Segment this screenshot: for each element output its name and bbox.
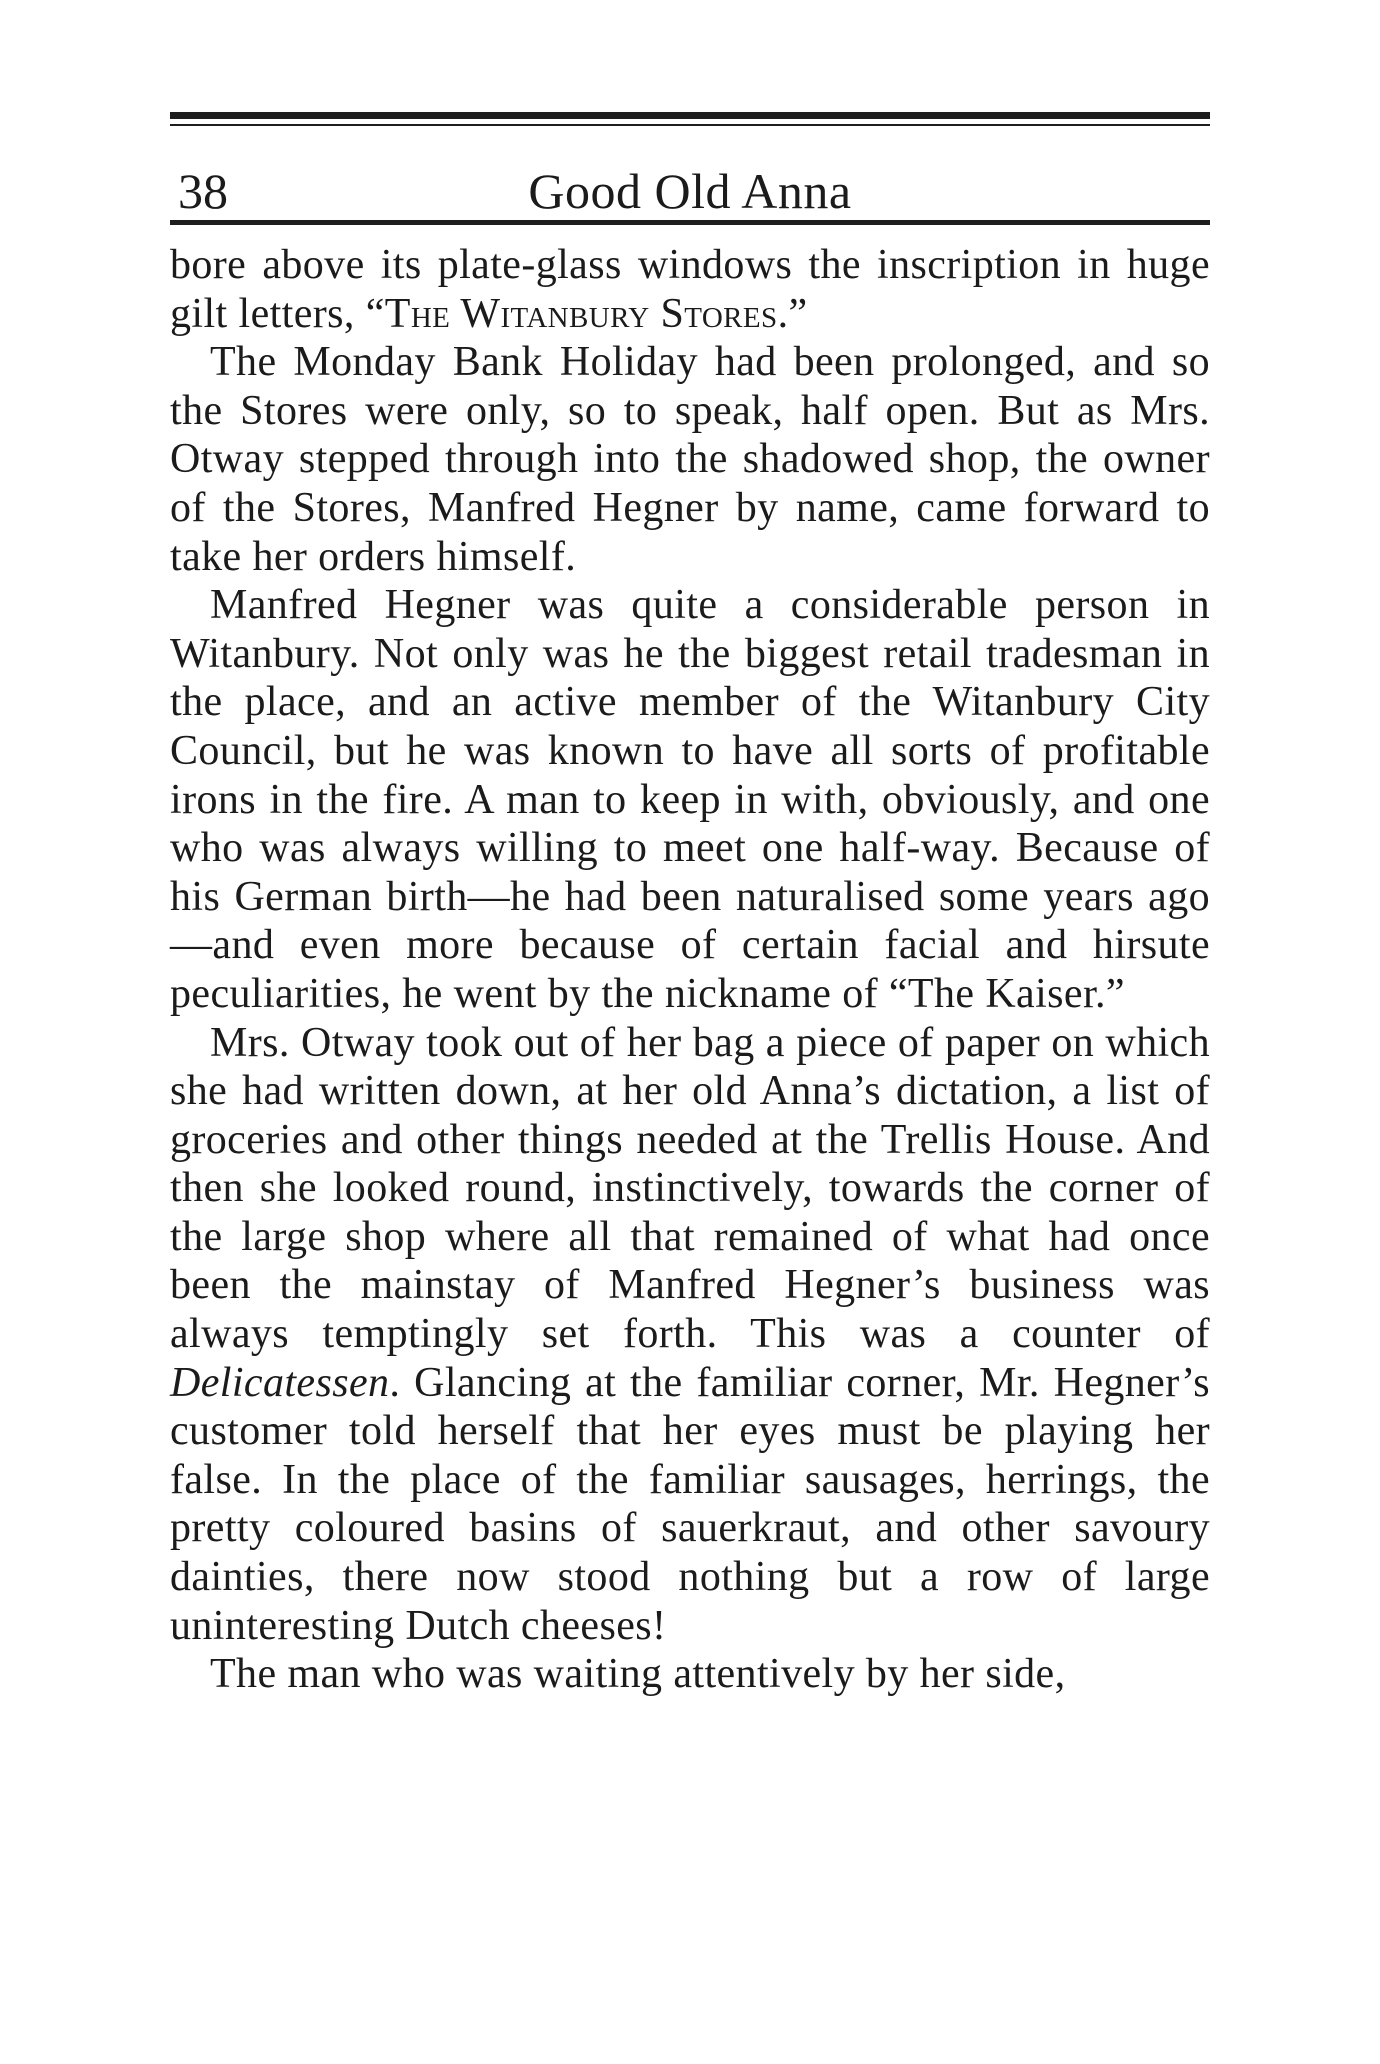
body-text	[170, 241, 1210, 1699]
paragraph-5: The man who was waiting attentively by her side,	[210, 1651, 1066, 1698]
paragraph-4-text-c: . Glancing at the familiar corner, Mr. Hegner’s customer told herself that her eyes must be playing her false. In the place of the familiar sausages, herrings, the pretty coloured basins of sauerkraut, and other savoury dainties, there now stood nothing but a row of large uninteresting Dutch cheeses!	[170, 1359, 1210, 1649]
top-rule-thick	[170, 112, 1210, 119]
paragraph-1-text-a: bore above its plate-glass windows the inscription in huge gilt letters, “	[170, 242, 1210, 337]
header-rule	[170, 220, 1210, 225]
store-name: The Witanbury Stores	[384, 290, 778, 337]
paragraph-3: Manfred Hegner was quite a considerable person in Witanbury. Not only was he the biggest retail tradesman in the place, and an active member of the Witanbury City Council, but he was known to have all sorts of profitable irons in the fire. A man to keep in with, obviously, and one who was always willing to meet one half-way. Because of his German birth—he had been naturalised some years ago—and even more because of certain facial and hirsute peculiarities, he went by the nickname of “The Kaiser.”	[170, 582, 1210, 1017]
running-head	[170, 126, 1210, 219]
paragraph-2: The Monday Bank Holiday had been prolonged, and so the Stores were only, so to speak, half open. But as Mrs. Otway stepped through into the shadowed shop, the owner of the Stores, Manfred Hegner by name, came forward to take her orders himself.	[170, 339, 1210, 580]
delicatessen-word: Delicatessen	[170, 1359, 390, 1406]
paragraph-4	[170, 1019, 1210, 1651]
paragraph-1-text-c: .”	[777, 290, 808, 337]
book-title: Good Old Anna	[528, 163, 852, 219]
book-page	[170, 112, 1210, 1699]
paragraph-1	[170, 241, 1210, 338]
page-number: 38	[178, 163, 228, 219]
paragraph-4-text-a: Mrs. Otway took out of her bag a piece of paper on which she had written down, at her old Anna’s dictation, a list of groceries and other things needed at the Trellis House. And then she looked round, instinctively, towards the corner of the large shop where all that remained of what had once been the mainstay of Manfred Hegner’s business was always temptingly set forth. This was a counter of	[170, 1019, 1210, 1358]
